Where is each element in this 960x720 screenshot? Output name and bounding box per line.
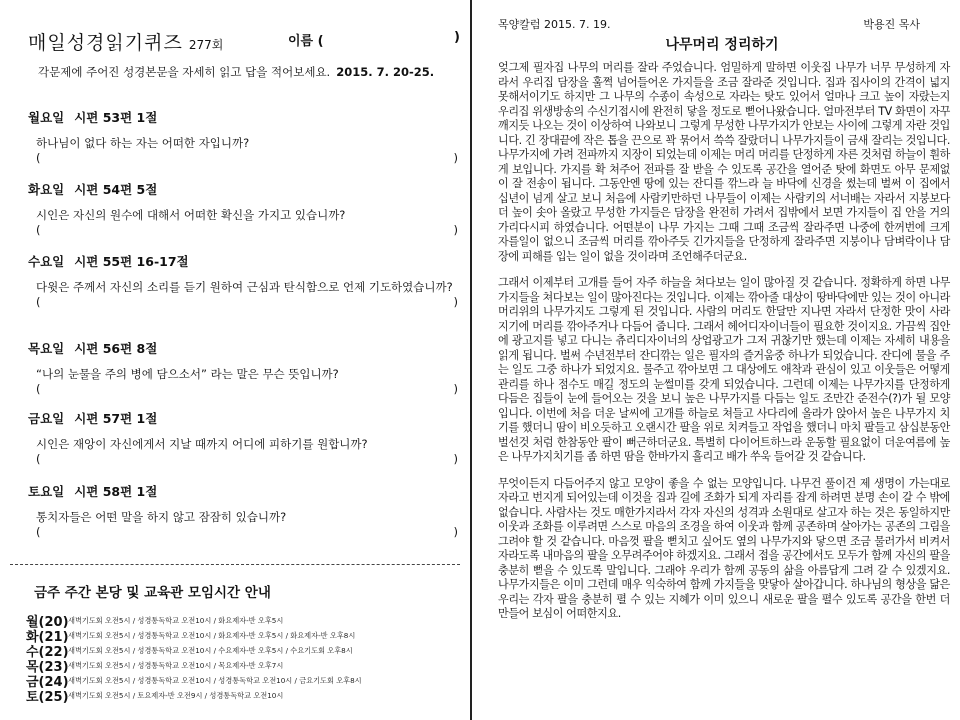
answer-close: ) [453, 452, 458, 466]
question-text: “나의 눈물을 주의 병에 담으소서” 라는 말은 무슨 뜻입니까? [36, 367, 339, 381]
schedule-day: 월(20) [26, 615, 69, 630]
answer-close: ) [453, 382, 458, 396]
answer-field[interactable] [36, 151, 464, 167]
schedule-items: 새벽기도회 오전5시 / 토요제자-반 오전9시 / 성경통독학교 오전10시 [68, 690, 284, 700]
answer-field[interactable] [36, 223, 464, 239]
column-paragraph: 무엇이든지 다듬어주지 않고 모양이 좋을 수 없는 모양입니다. 나무건 풀이건 제 생명이 가는대로 자라고 번지게 되어있는데 이것을 집과 길에 조화가 되게 자리를 잡게 하려면 분명 손이 갈 수 밖에 없습니다. 사람사는 것도 매한가지라서 각자 자신의 성격과 소원대로 살고자 하는 것은 동일하지만 이웃과 조화를 이루려면 스스로 마음의 조경을 하여 이웃과 함께 공존하며 살아가는 공존의 그림을 그려야 할 것 같습니다. 마음껏 팔을 뻗치고 싶어도 옆의 나무가지와 닿으면 조금 물러가서 비켜서 자라도록 내마음의 팔을 오무려주어야 하겠지요. 그래서 접을 공간에서도 모두가 함께 자신의 팔을 충분히 뻗을 수 있도록 말입니다. 그래야 우리가 함께 공동의 삶을 아름답게 그려 갈 수 있겠지요. 나무가지들은 이미 그런데 매우 익숙하여 함께 가지들을 맞닿아 살아갑니다. 하나님의 형상을 닮은 우리는 각자 팔을 충분히 펼 수 있는 지혜가 이미 있으니 새로운 팔을 펼수 있도록 공간을 한번 더 만들어 보심이 어떠한지요. [498, 476, 950, 620]
schedule-row [26, 628, 466, 643]
quiz-title [28, 28, 223, 55]
answer-field[interactable] [36, 525, 464, 541]
column-title: 나무머리 정리하기 [665, 37, 779, 53]
schedule-items: 새벽기도회 오전5시 / 성경통독학교 오전10시 / 화요제자-반 오후5시 [68, 615, 284, 625]
answer-close: ) [453, 151, 458, 165]
answer-open: ( [36, 223, 41, 237]
schedule-row [26, 613, 466, 628]
question-monday [28, 108, 464, 167]
column-date: 목양칼럼 2015. 7. 19. [498, 18, 611, 31]
question-text: 다윗은 주께서 자신의 소리를 듣기 원하여 근심과 탄식함으로 언제 기도하였습니까? [36, 280, 453, 294]
question-ref: 시편 58편 1절 [74, 484, 158, 499]
name-label: 이름 ( [288, 34, 324, 49]
schedule-day: 토(25) [26, 690, 69, 705]
answer-open: ( [36, 151, 41, 165]
schedule-row [26, 658, 466, 673]
schedule-row [26, 673, 466, 688]
column-paragraph: 그래서 이제부터 고개를 들어 자주 하늘을 쳐다보는 일이 많아질 것 같습니다. 정확하게 하면 나무가지들을 쳐다보는 일이 많아진다는 것입니다. 이제는 깎아줄 대상이 땅바닥에만 있는 것이 아니라 머리위의 나무가지도 그렇게 된 것입니다. 사람의 머리도 한달만 지나면 자라서 단정한 맛이 사라지기에 머리를 깎아주거나 다듬어 줍니다. 그래서 헤어디자이너들이 필요한 것이지요. 가끔씩 집안에 광고지를 넣고 다니는 츄리디자이너의 상업광고가 그저 귀찮기만 했는데 이제는 자세히 내용을 읽게 됩니다. 벌써 수년전부터 잔디깎는 일은 필자의 즐거움중 하나가 되었습니다. 잔디에 물을 주는 일도 그중 하나가 되었지요. 물주고 깎아보면 그 대상에도 애착과 관심이 있고 이웃들은 어떻게 관리를 하나 점수도 매길 정도의 눈썰미를 갖게 되었습니다. 그런데 이제는 나무가지를 단정하게 다듬은 집들이 눈에 들어오는 것을 보니 높은 나무가지를 다듬는 일도 조만간 준전수(?)가 될 모양입니다. 이번에 처음 더운 날씨에 고개를 하늘로 쳐들고 사다리에 올라가 앉아서 높은 나무가지 치기를 했더니 땀이 비오듯하고 오랜시간 팔을 위로 치켜들고 작업을 했더니 마치 팔들고 삼십분동안 벌선것 처럼 한참동안 팔이 뻐근하더군요. 특별히 다이어트하느라 운동할 필요없이 더운여름에 높은 나무가지치기를 좀 하면 땀을 한바가지 흘리고 배가 쑤욱 들어갈 것 같습니다. [498, 276, 950, 463]
schedule-day: 목(23) [26, 660, 69, 675]
quiz-page [0, 0, 472, 720]
column-body [498, 61, 950, 634]
question-day: 월요일 [28, 110, 65, 125]
question-day: 수요일 [28, 254, 65, 269]
question-ref: 시편 57편 1절 [74, 411, 158, 426]
question-ref: 시편 54편 5절 [74, 182, 158, 197]
answer-field[interactable] [36, 382, 464, 398]
question-day: 토요일 [28, 484, 65, 499]
page-gutter [472, 0, 484, 720]
divider-dashed [10, 564, 460, 565]
quiz-instruction [38, 64, 463, 80]
column-paragraph: 엊그제 필자집 나무의 머리를 잘라 주었습니다. 엄밀하게 말하면 이웃집 나무가 너무 무성하게 자라서 우리집 담장을 훌쩍 넘어들어온 가지들을 조금 잘라준 것입니다. 집과 집사이의 간격이 넓지 못해서이기도 하지만 그 나무의 수종이 속성으로 자라는 탓도 있어서 얼마나 크고 높이 자랐는지 우리집 위생방송의 수신기접시에 완전히 닿을 정도로 뻗어나왔습니다. 얼마전부터 TV 화면이 자꾸 깨지듯 나오는 것이 이상하여 나와보니 그렇게 무성한 나무가지가 안보는 사이에 그렇게 자란 것입니다. 긴 장대끝에 작은 톱을 끈으로 꽉 묶어서 쓱쓱 잘랐더니 나무가지들이 금새 잘리는 것입니다. 나무가지에 가려 전파까지 지장이 되었는데 이제는 머리 머리를 단정하게 자른 것처럼 하늘이 훤하게 보입니다. 가지를 확 쳐주어 전파를 잘 받을 수 있도록 공간을 열어준 탓에 화면도 아무 문제없이 잘 전송이 됩니다. 그동안엔 땅에 있는 잔디를 깎느라 늘 바닥에 신경을 썼는데 벌써 이 집에서 십년이 넘게 살고 보니 처음에 사람키만하던 나무들이 이제는 사람키의 서너배는 자라서 지붕보다 더 높이 솟아 올랐고 무성한 가지들은 담장을 완전히 가려서 집밖에서 보면 가지들이 집 안을 거의 가리다시피 하였습니다. 어떤분이 나무 가지는 그때 그때 조금씩 잘라주면 나중에 한꺼번에 크게 자를일이 없으니 조금씩 머리를 깎아주듯 긴가지들을 단정하게 잘라주면 지붕이나 담벼락이나 담장에 피해를 입는 일이 없을 것이라며 조언해주더군요. [498, 61, 950, 263]
question-ref: 시편 56편 8절 [74, 341, 158, 356]
answer-close: ) [453, 525, 458, 539]
answer-field[interactable] [36, 295, 464, 311]
answer-close: ) [453, 223, 458, 237]
answer-field[interactable] [36, 452, 464, 468]
schedule-day: 화(21) [26, 630, 69, 645]
question-day: 금요일 [28, 411, 65, 426]
question-text: 하나님이 없다 하는 자는 어떠한 자입니까? [36, 136, 250, 150]
question-text: 통치자들은 어떤 말을 하지 않고 잠잠히 있습니까? [36, 510, 287, 524]
quiz-round: 277회 [188, 38, 224, 52]
question-ref: 시편 53편 1절 [74, 110, 158, 125]
schedule-items: 새벽기도회 오전5시 / 성경통독학교 오전10시 / 화요제자-반 오후5시 / 화요제자-반 오후8시 [68, 630, 356, 640]
answer-open: ( [36, 295, 41, 309]
schedule-table [26, 613, 466, 703]
question-thursday [28, 339, 464, 398]
answer-open: ( [36, 382, 41, 396]
schedule-row [26, 643, 466, 658]
question-tuesday [28, 180, 464, 239]
question-saturday [28, 482, 464, 541]
question-day: 화요일 [28, 182, 65, 197]
question-wednesday [28, 252, 464, 311]
name-close: ) [454, 30, 460, 45]
date-range: 2015. 7. 20-25. [336, 65, 435, 79]
column-page [484, 0, 960, 720]
schedule-day: 수(22) [26, 645, 69, 660]
quiz-title-text: 매일성경읽기퀴즈 [28, 32, 183, 54]
question-text: 시인은 재앙이 자신에게서 지날 때까지 어디에 피하기를 원합니까? [36, 437, 368, 451]
answer-close: ) [453, 295, 458, 309]
schedule-day: 금(24) [26, 675, 69, 690]
schedule-title: 금주 주간 본당 및 교육관 모임시간 안내 [34, 585, 271, 601]
schedule-items: 새벽기도회 오전5시 / 성경통독학교 오전10시 / 목요제자-반 오후7시 [68, 660, 284, 670]
question-text: 시인은 자신의 원수에 대해서 어떠한 확신을 가지고 있습니까? [36, 208, 346, 222]
question-ref: 시편 55편 16-17절 [74, 254, 189, 269]
answer-open: ( [36, 452, 41, 466]
schedule-items: 새벽기도회 오전5시 / 성경통독학교 오전10시 / 성경통독학교 오전10시 / 금요기도회 오후8시 [68, 675, 362, 685]
name-field[interactable] [288, 30, 460, 49]
column-author: 박용진 목사 [863, 18, 920, 31]
question-friday [28, 409, 464, 468]
answer-open: ( [36, 525, 41, 539]
schedule-items: 새벽기도회 오전5시 / 성경통독학교 오전10시 / 수요제자-반 오후5시 / 수요기도회 오후8시 [68, 645, 353, 655]
instruction-text: 각문제에 주어진 성경본문을 자세히 읽고 답을 적어보세요. [38, 65, 331, 79]
schedule-row [26, 688, 466, 703]
question-day: 목요일 [28, 341, 65, 356]
